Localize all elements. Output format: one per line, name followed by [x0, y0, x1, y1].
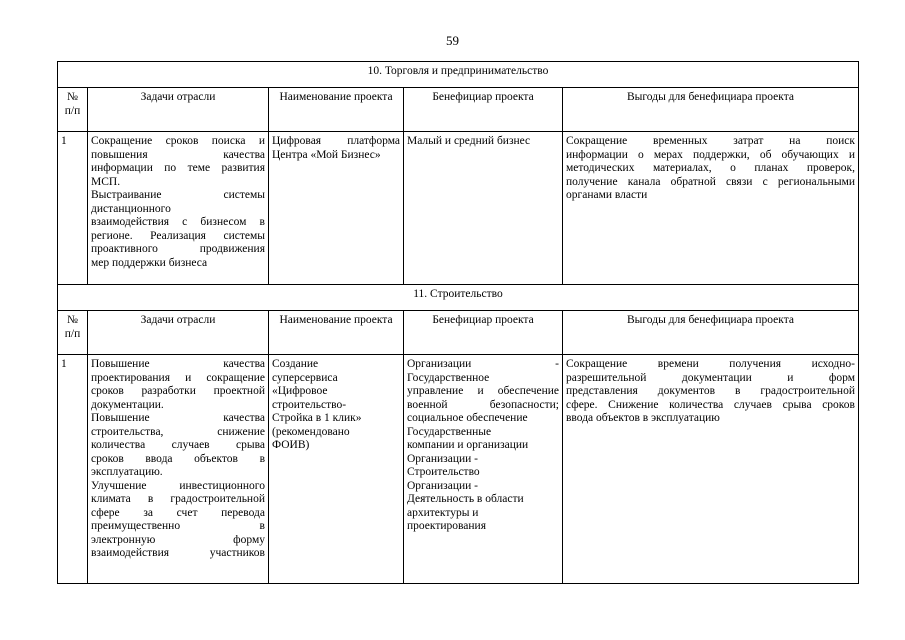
header-benefits: Выгоды для бенефициара проекта: [563, 88, 859, 132]
benefits-cell: Сокращение временных затрат на поиск информации о мерах поддержки, об обучающих и методических материалах, о планах проверок, получение канала обратной связи с региональными органами власти: [563, 132, 859, 285]
section-title: 11. Строительство: [58, 285, 859, 311]
section-header-row: [58, 285, 859, 311]
beneficiary-cell: Организации - Государственное управление и обеспечение военной безопасности; социальное обеспечение Государственные компании и организации Организации - Строительство Организации - Деятельность в области архитектуры и проектирования: [404, 355, 563, 584]
beneficiary-cell: Малый и средний бизнес: [404, 132, 563, 285]
row-number: 1: [58, 132, 88, 285]
table-row: [58, 355, 859, 584]
project-name-cell: Цифровая платформа Центра «Мой Бизнес»: [269, 132, 404, 285]
table-row: [58, 132, 859, 285]
header-num: № п/п: [58, 88, 88, 132]
column-header-row: [58, 88, 859, 132]
header-project: Наименование проекта: [269, 88, 404, 132]
header-tasks: Задачи отрасли: [88, 88, 269, 132]
header-beneficiary: Бенефициар проекта: [404, 311, 563, 355]
page-number: 59: [446, 33, 459, 48]
header-beneficiary: Бенефициар проекта: [404, 88, 563, 132]
header-tasks: Задачи отрасли: [88, 311, 269, 355]
project-name-cell: Создание суперсервиса «Цифровое строительство- Стройка в 1 клик» (рекомендовано ФОИВ): [269, 355, 404, 584]
section-title: 10. Торговля и предпринимательство: [58, 62, 859, 88]
tasks-cell: Сокращение сроков поиска и повышения качества информации по теме развития МСП. Выстраивание системы дистанционного взаимодействия с бизнесом в регионе. Реализация системы проактивного продвижения мер поддержки бизнеса: [88, 132, 269, 285]
row-number: 1: [58, 355, 88, 584]
header-num: № п/п: [58, 311, 88, 355]
tasks-cell: Повышение качества проектирования и сокращение сроков разработки проектной документации. Повышение качества строительства, снижение количества случаев срыва сроков ввода объектов в эксплуатацию. Улучшение инвестиционного климата в градостроительной сфере за счет перевода преимущественно в электронную форму взаимодействия участников: [88, 355, 269, 584]
header-project: Наименование проекта: [269, 311, 404, 355]
projects-table: [57, 61, 859, 584]
benefits-cell: Сокращение времени получения исходно- разрешительной документации и форм представления документов в градостроительной сфере. Снижение количества случаев срыва сроков ввода объектов в эксплуатацию: [563, 355, 859, 584]
header-benefits: Выгоды для бенефициара проекта: [563, 311, 859, 355]
section-header-row: [58, 62, 859, 88]
column-header-row: [58, 311, 859, 355]
